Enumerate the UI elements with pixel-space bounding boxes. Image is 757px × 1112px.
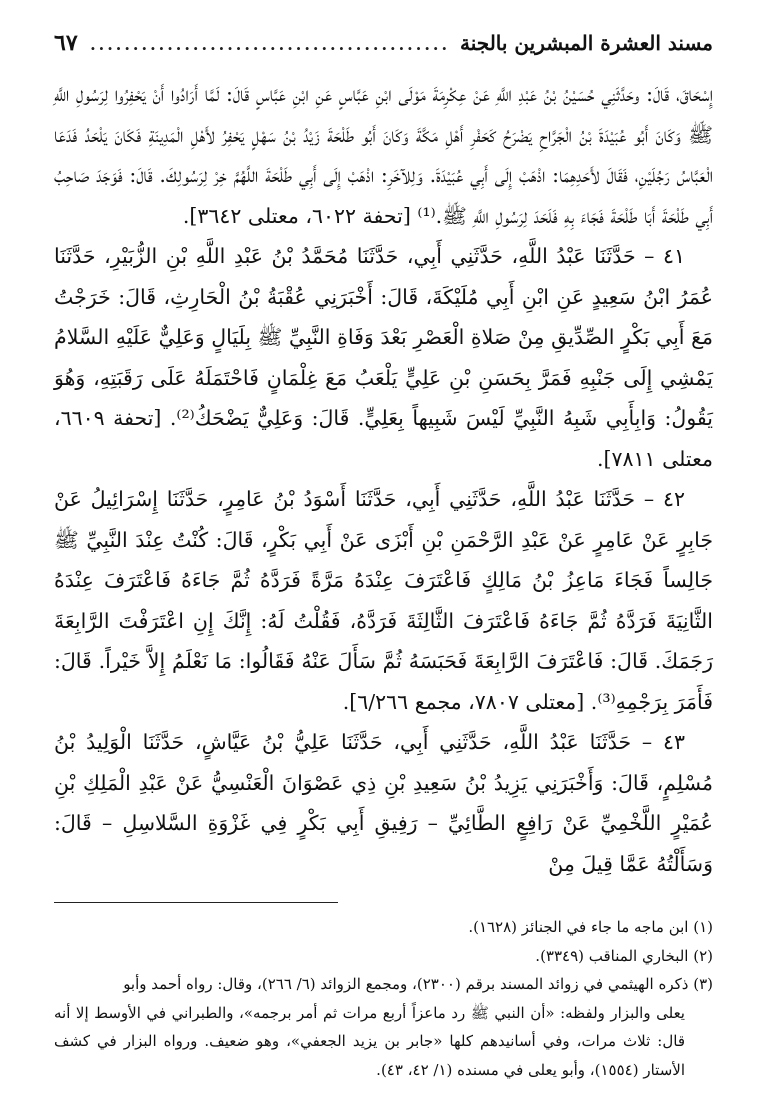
- footnotes: [54, 913, 713, 1084]
- header-dot-leader: [88, 35, 450, 54]
- hadith-41: ٤١ – حَدَّثَنَا عَبْدُ اللَّهِ، حَدَّثَنِي أَبِي، حَدَّثَنَا مُحَمَّدُ بْنُ عَبْدِ اللَّهِ بْنِ الزُّبَيْرِ، حَدَّثَنَا عُمَرُ ابْنُ سَعِيدٍ عَنِ ابْنِ أَبِي مُلَيْكَةَ، قَالَ: أَخْبَرَنِي عُقْبَةُ بْنُ الْحَارِثِ، قَالَ: خَرَجْتُ مَعَ أَبِي بَكْرٍ الصِّدِّيقِ مِنْ صَلاةِ الْعَصْرِ بَعْدَ وَفَاةِ النَّبِيِّ ﷺ بِلَيَالٍ وَعَلِيٌّ عَلَيْهِ السَّلامُ يَمْشِي إِلَى جَنْبِهِ فَمَرَّ بِحَسَنِ بْنِ عَلِيٍّ يَلْعَبُ مَعَ غِلْمَانٍ فَاحْتَمَلَهُ عَلَى رَقَبَتِهِ، وَهُوَ يَقُولُ: وَابِأَبِي شَبِهُ النَّبِيِّ لَيْسَ شَبِيهاً بِعَلِيٍّ. قَالَ: وَعَلِيٌّ يَضْحَكُ⁽²⁾. [تحفة ٦٦٠٩، معتلى ٧٨١١].: [54, 244, 713, 471]
- footnote-3-first-line: (٣) ذكره الهيثمي في زوائد المسند برقم (٢٣٠٠)، ومجمع الزوائد (٦/ ٢٦٦)، وقال: رواه أحمد وأبو: [123, 975, 713, 993]
- page-number: ٦٧: [54, 30, 78, 56]
- footnote-separator-wrap: [54, 884, 713, 913]
- header-title: مسند العشرة المبشرين بالجنة: [460, 31, 713, 55]
- main-text: [54, 74, 713, 884]
- footnote-1: (١) ابن ماجه ما جاء في الجنائز (١٦٢٨).: [468, 918, 713, 936]
- footnote-separator: [54, 902, 338, 903]
- paragraph-continuation: إِسْحَاقَ، قَالَ: وحَدَّثَنِي حُسَيْنُ بْنُ عَبْدِ اللَّهِ عَنْ عِكْرِمَةَ مَوْلَى ابْنِ عَبَّاسٍ عَنِ ابْنِ عَبَّاسٍ قَالَ: لَمَّا أَرَادُوا أَنْ يَحْفِرُوا لِرَسُولِ اللَّهِ ﷺ وَكَانَ أَبُو عُبَيْدَةَ بْنُ الْجَرَّاحِ يَضْرَحُ كَحَفْرِ أَهْلِ مَكَّةَ وَكَانَ أَبُو طَلْحَةَ زَيْدُ بْنُ سَهْلٍ يَحْفِرُ لأَهْلِ الْمَدِينَةِ فَكَانَ يَلْحَدُ فَدَعَا الْعَبَّاسُ رَجُلَيْنِ، فَقَالَ لأَحَدِهِمَا: اذْهَبْ إِلَى أَبِي عُبَيْدَةَ. وَلِلآخَرِ: اذْهَبْ إِلَى أَبِي طَلْحَةَ اللَّهُمَّ خِرْ لِرَسُولِكَ. قَالَ: فَوَجَدَ صَاحِبُ أَبِي طَلْحَةَ أَبَا طَلْحَةَ فَجَاءَ بِهِ فَلَحَدَ لِرَسُولِ اللَّهِ ﷺ.⁽¹⁾ [تحفة ٦٠٢٢، معتلى ٣٦٤٢].: [54, 82, 713, 228]
- running-header: [54, 30, 713, 66]
- footnote-3-continuation: يعلى والبزار ولفظه: «أن النبي ﷺ رد ماعزاً أربع مرات ثم أمر برجمه»، والطبراني في الأوسط إلا أنه قال: ثلاث مرات، وفي أسانيدهم كلها «جابر بن يزيد الجعفي»، وهو ضعيف. ورواه البزار في كشف الأستار (١٥٥٤)، وأبو يعلى في مسنده (١/ ٤٢، ٤٣).: [54, 1003, 685, 1079]
- hadith-43: ٤٣ – حَدَّثَنَا عَبْدُ اللَّهِ، حَدَّثَنِي أَبِي، حَدَّثَنَا عَلِيُّ بْنُ عَيَّاشٍ، حَدَّثَنَا الْوَلِيدُ بْنُ مُسْلِمٍ، قَالَ: وَأَخْبَرَنِي يَزِيدُ بْنُ سَعِيدِ بْنِ ذِي عَصْوَانَ الْعَنْسِيُّ عَنْ عَبْدِ الْمَلِكِ بْنِ عُمَيْرٍ اللَّخْمِيِّ عَنْ رَافِعٍ الطَّائِيِّ – رَفِيقِ أَبِي بَكْرٍ فِي غَزْوَةِ السَّلاسِلِ – قَالَ: وَسَأَلْتُهُ عَمَّا قِيلَ مِنْ: [54, 730, 713, 876]
- hadith-42: ٤٢ – حَدَّثَنَا عَبْدُ اللَّهِ، حَدَّثَنِي أَبِي، حَدَّثَنَا أَسْوَدُ بْنُ عَامِرٍ، حَدَّثَنَا إِسْرَائِيلُ عَنْ جَابِرٍ عَنْ عَامِرٍ عَنْ عَبْدِ الرَّحْمَنِ بْنِ أَبْزَى عَنْ أَبِي بَكْرٍ، قَالَ: كُنْتُ عِنْدَ النَّبِيِّ ﷺ جَالِساً فَجَاءَ مَاعِزُ بْنُ مَالِكٍ فَاعْتَرَفَ عِنْدَهُ مَرَّةً فَرَدَّهُ ثُمَّ جَاءَهُ فَاعْتَرَفَ عِنْدَهُ الثَّانِيَةَ فَرَدَّهُ ثُمَّ جَاءَهُ فَاعْتَرَفَ الثَّالِثَةَ فَرَدَّهُ، فَقُلْتُ لَهُ: إِنَّكَ إِنِ اعْتَرَفْتَ الرَّابِعَةَ رَجَمَكَ. قَالَ: فَاعْتَرَفَ الرَّابِعَةَ فَحَبَسَهُ ثُمَّ سَأَلَ عَنْهُ فَقَالُوا: مَا نَعْلَمُ إِلاَّ خَيْراً. قَالَ: فَأَمَرَ بِرَجْمِهِ⁽³⁾. [معتلى ٧٨٠٧، مجمع ٦/٢٦٦].: [54, 487, 713, 714]
- footnote-2: (٢) البخاري المناقب (٣٣٤٩).: [535, 946, 713, 965]
